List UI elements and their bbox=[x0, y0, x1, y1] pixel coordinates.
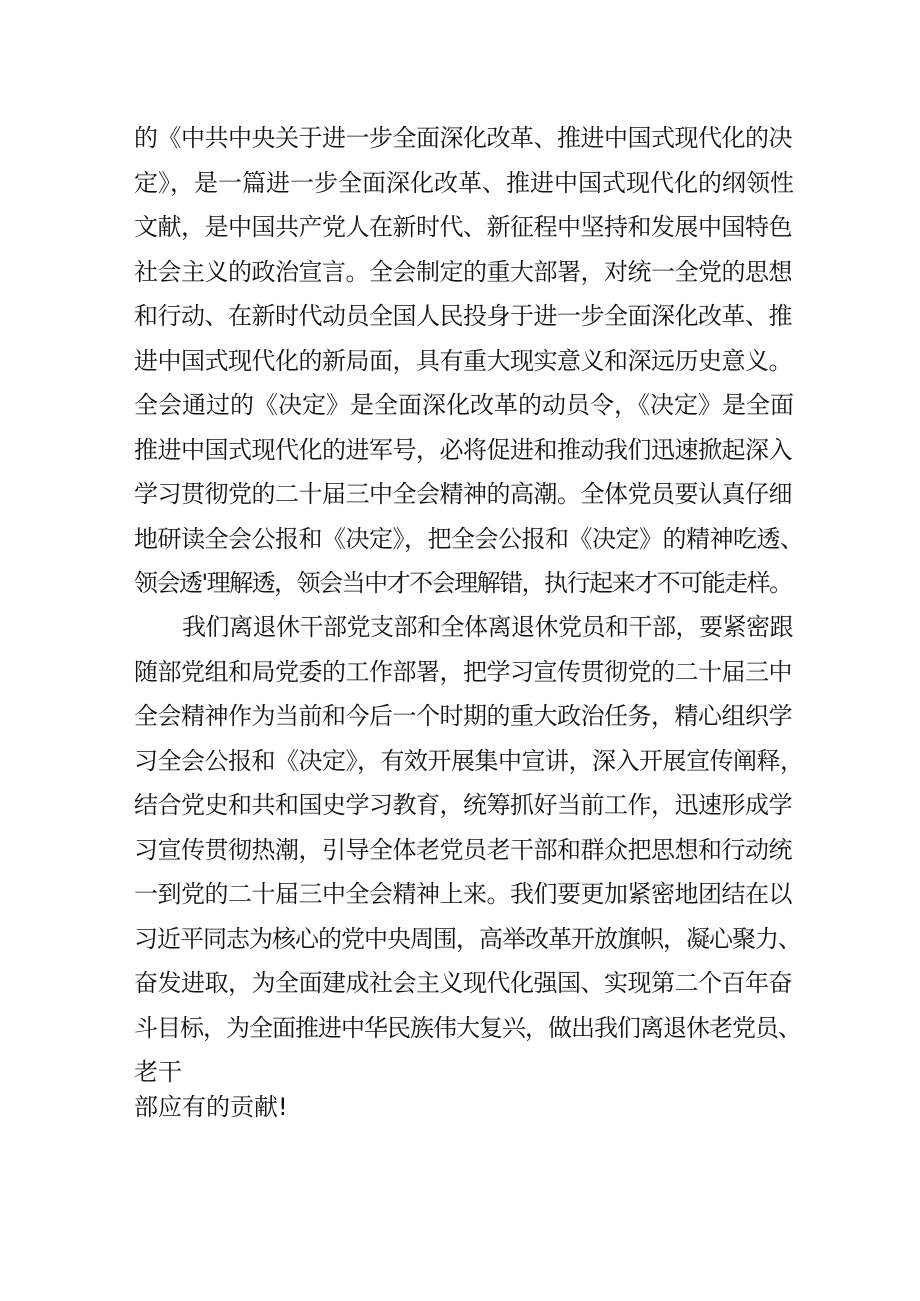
text-line: 和行动、在新时代动员全国人民投身于进一步全面深化改革、推 bbox=[134, 302, 792, 330]
text-line: 随部党组和局党委的工作部署，把学习宣传贯彻党的二十届三中 bbox=[134, 657, 792, 686]
text-line: 全会精神作为当前和今后一个时期的重大政治任务，精心组织学 bbox=[134, 702, 792, 730]
text-line: 习宣传贯彻热潮，引导全体老党员老干部和群众把思想和行动统 bbox=[134, 835, 792, 864]
text-line: 部应有的贡献! bbox=[134, 1093, 288, 1121]
paragraph-closing bbox=[134, 1085, 804, 1130]
paragraph-decision-significance bbox=[134, 116, 804, 606]
text-line: 奋发进取，为全面建成社会主义现代化强国、实现第二个百年奋 bbox=[134, 969, 792, 997]
text-line: 全会通过的《决定》是全面深化改革的动员令，《决定》是全面 bbox=[134, 391, 794, 419]
text-line: 学习贯彻党的二十届三中全会精神的高潮。全体党员要认真仔细 bbox=[134, 480, 792, 508]
text-line: 推进中国式现代化的进军号，必将促进和推动我们迅速掀起深入 bbox=[134, 435, 792, 464]
text-line: 习全会公报和《决定》，有效开展集中宣讲，深入开展宣传阐释， bbox=[134, 746, 804, 775]
text-line: 社会主义的政治宣言。全会制定的重大部署，对统一全党的思想 bbox=[134, 257, 792, 286]
text-line: 老干 bbox=[134, 1058, 182, 1086]
paragraph-retiree-tasks bbox=[134, 605, 804, 1095]
text-line: 习近平同志为核心的党中央周围，高举改革开放旗帜，凝心聚力、 bbox=[134, 924, 801, 953]
text-line: 斗目标，为全面推进中华民族伟大复兴，做出我们离退休老党员、 bbox=[134, 1013, 801, 1042]
text-line: 的《中共中央关于进一步全面深化改革、推进中国式现代化的决 bbox=[134, 124, 792, 152]
text-line: 定》，是一篇进一步全面深化改革、推进中国式现代化的纲领性 bbox=[134, 168, 794, 197]
text-line: 地研读全会公报和《决定》，把全会公报和《决定》的精神吃透、 bbox=[134, 524, 804, 553]
text-line: 结合党史和共和国史学习教育，统筹抓好当前工作，迅速形成学 bbox=[134, 791, 792, 819]
text-line: 我们离退休干部党支部和全体离退休党员和干部，要紧密跟 bbox=[182, 613, 793, 641]
text-line: 领会透'理解透，领会当中才不会理解错，执行起来才不可能走样。 bbox=[134, 569, 792, 597]
text-line: 文献，是中国共产党人在新时代、新征程中坚持和发展中国特色 bbox=[134, 213, 792, 241]
text-line: 进中国式现代化的新局面，具有重大现实意义和深远历史意义。 bbox=[134, 346, 792, 375]
text-line: 一到党的二十届三中全会精神上来。我们要更加紧密地团结在以 bbox=[134, 880, 792, 908]
